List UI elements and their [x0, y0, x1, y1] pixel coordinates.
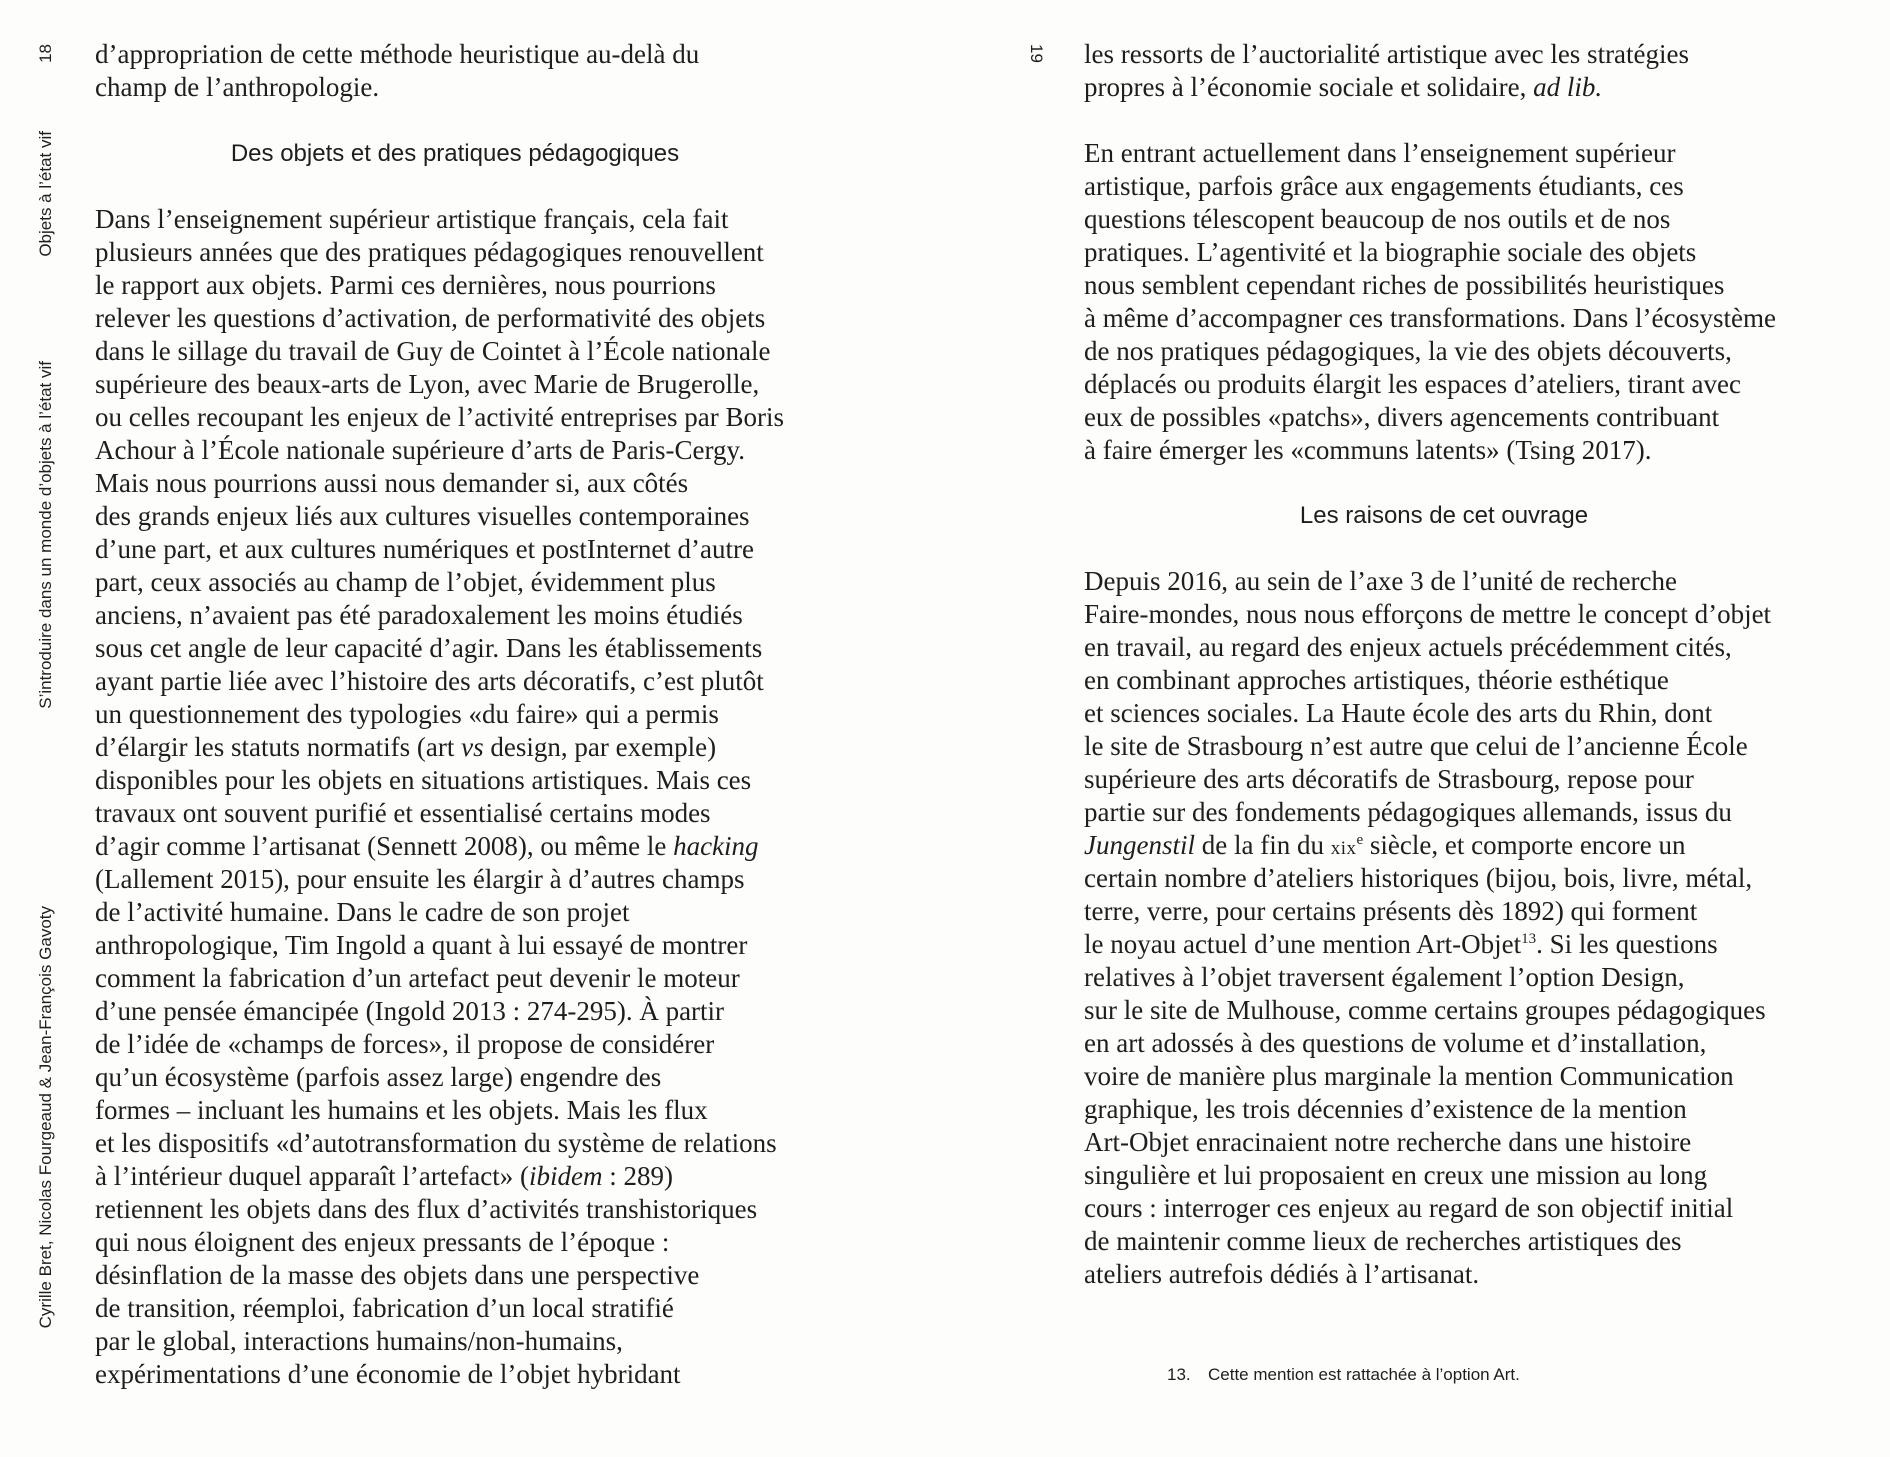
- superscript: 13: [1521, 931, 1537, 947]
- running-head-chapter-title: S’introduire dans un monde d’objets à l’état vif: [36, 361, 55, 709]
- footnote-number: 13.: [1167, 1365, 1191, 1384]
- text-line: supérieure des arts décoratifs de Strasbourg, repose pour: [1084, 764, 1694, 794]
- text-line: part, ceux associés au champ de l’objet, évidemment plus: [95, 567, 716, 597]
- italic-text: ad lib.: [1533, 72, 1603, 102]
- text-line: par le global, interactions humains/non-humains,: [95, 1326, 623, 1356]
- text-line: eux de possibles «patchs», divers agencements contribuant: [1084, 402, 1720, 432]
- text-line: en combinant approches artistiques, théorie esthétique: [1084, 665, 1669, 695]
- running-head-book-title: Objets à l’état vif: [36, 131, 55, 257]
- text-line: graphique, les trois décennies d’existence de la mention: [1084, 1094, 1687, 1124]
- small-caps-text: xix: [1330, 838, 1357, 859]
- text-line: d’une part, et aux cultures numériques et postInternet d’autre: [95, 534, 755, 564]
- text-line: le rapport aux objets. Parmi ces dernières, nous pourrions: [95, 270, 716, 300]
- text-line: supérieure des beaux-arts de Lyon, avec Marie de Brugerolle,: [95, 369, 760, 399]
- text-line: partie sur des fondements pédagogiques allemands, issus du: [1084, 797, 1732, 827]
- text-line: d’une pensée émancipée (Ingold 2013 : 274-295). À partir: [95, 996, 725, 1026]
- text-segment: à l’intérieur duquel apparaît l’artefact» (: [95, 1161, 530, 1191]
- text-line: sous cet angle de leur capacité d’agir. Dans les établissements: [95, 633, 763, 663]
- text-line: Art-Objet enracinaient notre recherche dans une histoire: [1084, 1127, 1692, 1157]
- text-line: ateliers autrefois dédiés à l’artisanat.: [1084, 1259, 1480, 1289]
- text-line: Achour à l’École nationale supérieure d’arts de Paris-Cergy.: [95, 435, 746, 465]
- text-line: En entrant actuellement dans l’enseignement supérieur: [1084, 138, 1676, 168]
- text-line: à même d’accompagner ces transformations. Dans l’écosystème: [1084, 303, 1776, 333]
- italic-text: hacking: [673, 831, 759, 861]
- text-line: qui nous éloignent des enjeux pressants de l’époque :: [95, 1227, 670, 1257]
- text-line: plusieurs années que des pratiques pédagogiques renouvellent: [95, 237, 764, 267]
- text-segment: d’agir comme l’artisanat (Sennett 2008), ou même le: [95, 831, 674, 861]
- text-line: et les dispositifs «d’autotransformation du système de relations: [95, 1128, 777, 1158]
- text-line: formes – incluant les humains et les objets. Mais les flux: [95, 1095, 708, 1125]
- intro-text: [1084, 38, 1689, 104]
- text-line: désinflation de la masse des objets dans une perspective: [95, 1260, 700, 1290]
- text-line: (Lallement 2015), pour ensuite les élargir à d’autres champs: [95, 864, 745, 894]
- text-line: questions télescopent beaucoup de nos outils et de nos: [1084, 204, 1671, 234]
- text-line: [1084, 71, 1689, 104]
- page-number: 19: [1027, 44, 1046, 63]
- right-page: [945, 0, 1890, 1457]
- text-line: disponibles pour les objets en situations artistiques. Mais ces: [95, 765, 752, 795]
- text-line: nous semblent cependant riches de possibilités heuristiques: [1084, 270, 1725, 300]
- section-heading: Les raisons de cet ouvrage: [1299, 502, 1589, 529]
- text-line: le site de Strasbourg n’est autre que celui de l’ancienne École: [1084, 731, 1748, 761]
- text-line: expérimentations d’une économie de l’objet hybridant: [95, 1359, 681, 1389]
- section-heading: Des objets et des pratiques pédagogiques: [230, 140, 680, 167]
- text-segment: le noyau actuel d’une mention Art-Objet: [1084, 929, 1522, 959]
- text-line: anthropologique, Tim Ingold a quant à lui essayé de montrer: [95, 930, 748, 960]
- text-line: artistique, parfois grâce aux engagements étudiants, ces: [1084, 171, 1684, 201]
- text-line: sur le site de Mulhouse, comme certains groupes pédagogiques: [1084, 995, 1766, 1025]
- text-line: Mais nous pourrions aussi nous demander si, aux côtés: [95, 468, 689, 498]
- text-line: ou celles recoupant les enjeux de l’activité entreprises par Boris: [95, 402, 784, 432]
- text-line: dans le sillage du travail de Guy de Cointet à l’École nationale: [95, 336, 771, 366]
- text-line: [95, 1160, 784, 1193]
- text-line: comment la fabrication d’un artefact peut devenir le moteur: [95, 963, 740, 993]
- text-line: à faire émerger les «communs latents» (Tsing 2017).: [1084, 435, 1652, 465]
- text-line: des grands enjeux liés aux cultures visuelles contemporaines: [95, 501, 750, 531]
- text-line: de transition, réemploi, fabrication d’un local stratifié: [95, 1293, 674, 1323]
- text-line: qu’un écosystème (parfois assez large) engendre des: [95, 1062, 662, 1092]
- text-line: relatives à l’objet traversent également l’option Design,: [1084, 962, 1685, 992]
- text-line: un questionnement des typologies «du faire» qui a permis: [95, 699, 719, 729]
- text-line: voire de manière plus marginale la mention Communication: [1084, 1061, 1734, 1091]
- text-line: Depuis 2016, au sein de l’axe 3 de l’unité de recherche: [1084, 566, 1678, 596]
- text-line: en art adossés à des questions de volume et d’installation,: [1084, 1028, 1707, 1058]
- text-line: pratiques. L’agentivité et la biographie sociale des objets: [1084, 237, 1697, 267]
- body-paragraph: [95, 203, 784, 1391]
- page-number: 18: [36, 44, 55, 63]
- text-line: [1084, 928, 1771, 961]
- text-segment: de la fin du: [1194, 830, 1331, 860]
- text-segment: . Si les questions: [1536, 929, 1718, 959]
- text-segment: propres à l’économie sociale et solidaire,: [1084, 72, 1534, 102]
- text-line: et sciences sociales. La Haute école des arts du Rhin, dont: [1084, 698, 1713, 728]
- text-line: en travail, au regard des enjeux actuels précédemment cités,: [1084, 632, 1732, 662]
- text-line: champ de l’anthropologie.: [95, 72, 380, 102]
- footnote-text: Cette mention est rattachée à l’option Art.: [1208, 1365, 1520, 1384]
- text-line: [95, 830, 784, 863]
- text-line: Faire-mondes, nous nous efforçons de mettre le concept d’objet: [1084, 599, 1772, 629]
- text-line: les ressorts de l’auctorialité artistique avec les stratégies: [1084, 39, 1690, 69]
- italic-text: vs: [461, 732, 484, 762]
- text-line: ayant partie liée avec l’histoire des arts décoratifs, c’est plutôt: [95, 666, 764, 696]
- text-line: Dans l’enseignement supérieur artistique français, cela fait: [95, 204, 729, 234]
- text-segment: siècle, et comporte encore un: [1363, 830, 1686, 860]
- text-line: certain nombre d’ateliers historiques (bijou, bois, livre, métal,: [1084, 863, 1753, 893]
- text-line: cours : interroger ces enjeux au regard de son objectif initial: [1084, 1193, 1734, 1223]
- text-line: travaux ont souvent purifié et essentialisé certains modes: [95, 798, 711, 828]
- text-segment: design, par exemple): [483, 732, 717, 762]
- text-line: retiennent les objets dans des flux d’activités transhistoriques: [95, 1194, 758, 1224]
- text-line: anciens, n’avaient pas été paradoxalement les moins étudiés: [95, 600, 743, 630]
- text-line: d’appropriation de cette méthode heuristique au-delà du: [95, 39, 700, 69]
- italic-text: Jungenstil: [1084, 830, 1195, 860]
- text-segment: d’élargir les statuts normatifs (art: [95, 732, 462, 762]
- text-line: de l’activité humaine. Dans le cadre de son projet: [95, 897, 630, 927]
- text-line: [95, 731, 784, 764]
- text-line: singulière et lui proposaient en creux une mission au long: [1084, 1160, 1708, 1190]
- body-paragraph: [1084, 137, 1776, 467]
- body-paragraph: [1084, 565, 1771, 1291]
- text-line: déplacés ou produits élargit les espaces d’ateliers, tirant avec: [1084, 369, 1741, 399]
- text-segment: : 289): [602, 1161, 674, 1191]
- text-line: de maintenir comme lieux de recherches artistiques des: [1084, 1226, 1682, 1256]
- intro-text: [95, 38, 699, 104]
- running-head-authors: Cyrille Bret, Nicolas Fourgeaud & Jean-François Gavoty: [36, 906, 55, 1329]
- italic-text: ibidem: [529, 1161, 603, 1191]
- text-line: terre, verre, pour certains présents dès 1892) qui forment: [1084, 896, 1698, 926]
- text-line: de nos pratiques pédagogiques, la vie des objets découverts,: [1084, 336, 1732, 366]
- text-line: relever les questions d’activation, de performativité des objets: [95, 303, 766, 333]
- text-line: de l’idée de «champs de forces», il propose de considérer: [95, 1029, 715, 1059]
- superscript: e: [1356, 832, 1364, 848]
- text-line: [1084, 829, 1771, 862]
